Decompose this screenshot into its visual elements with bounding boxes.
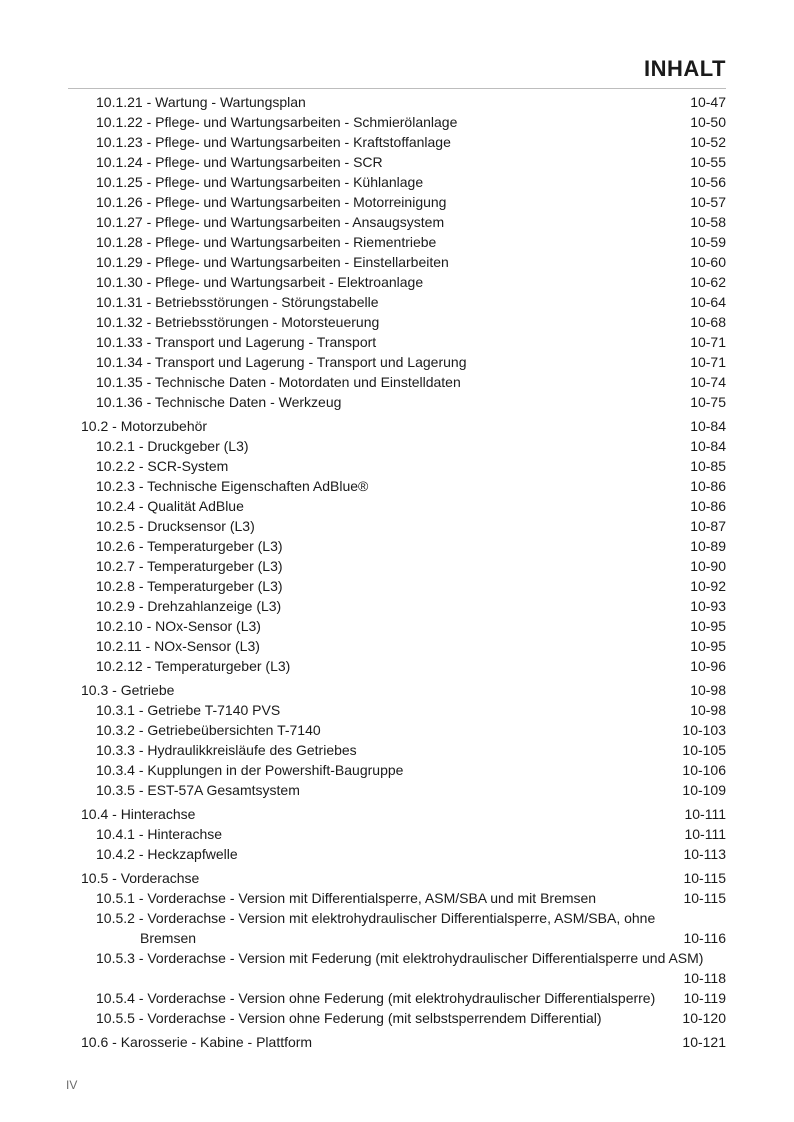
toc-entry-page: 10-98: [690, 682, 726, 698]
toc-entry[interactable]: [0, 948, 794, 988]
toc-entry-title: 10.1.34 - Transport und Lagerung - Transport und Lagerung: [96, 354, 467, 370]
toc-entry-page: 10-115: [683, 890, 726, 906]
toc-entry[interactable]: [0, 556, 794, 576]
toc-entry-page: 10-111: [684, 806, 726, 822]
toc-entry[interactable]: [0, 352, 794, 372]
toc-entry-title: 10.1.32 - Betriebsstörungen - Motorsteuerung: [96, 314, 380, 330]
toc-entry[interactable]: [0, 456, 794, 476]
toc-entry-title-line2: Bremsen: [140, 930, 197, 946]
toc-entry-title: 10.1.30 - Pflege- und Wartungsarbeit - Elektroanlage: [96, 274, 424, 290]
toc-entry[interactable]: [0, 908, 794, 948]
toc-entry-title: 10.2.5 - Drucksensor (L3): [96, 518, 255, 534]
toc-entry[interactable]: [0, 616, 794, 636]
toc-entry[interactable]: [0, 152, 794, 172]
toc-entry-title: 10.3.3 - Hydraulikkreisläufe des Getriebes: [96, 742, 357, 758]
toc-entry-page: 10-103: [682, 722, 726, 738]
toc-entry[interactable]: [0, 596, 794, 616]
toc-entry[interactable]: [0, 252, 794, 272]
toc-entry-title: [96, 908, 656, 948]
page-title: INHALT: [643, 56, 726, 81]
toc-entry-title: 10.1.29 - Pflege- und Wartungsarbeiten - Einstellarbeiten: [96, 254, 449, 270]
toc-entry-page: 10-75: [690, 394, 726, 410]
toc-entry[interactable]: [0, 576, 794, 596]
toc-entry-title: 10.2.10 - NOx-Sensor (L3): [96, 618, 261, 634]
toc-entry[interactable]: [0, 740, 794, 760]
toc-entry-page: 10-120: [682, 1010, 726, 1026]
toc-entry-title: 10.3 - Getriebe: [81, 682, 175, 698]
toc-entry-title: 10.1.24 - Pflege- und Wartungsarbeiten - SCR: [96, 154, 383, 170]
toc-entry-title: 10.1.35 - Technische Daten - Motordaten und Einstelldaten: [96, 374, 461, 390]
toc-entry[interactable]: [0, 700, 794, 720]
toc-entry[interactable]: [0, 192, 794, 212]
toc-entry-page: 10-113: [683, 846, 726, 862]
toc-entry-page: 10-98: [690, 702, 726, 718]
toc-entry-page: 10-106: [682, 762, 726, 778]
toc-entry-page: 10-109: [682, 782, 726, 798]
toc-entry-page: 10-115: [683, 870, 726, 886]
toc-entry[interactable]: [0, 760, 794, 780]
toc-entry-page: 10-85: [690, 458, 726, 474]
toc-entry-title: 10.1.21 - Wartung - Wartungsplan: [96, 94, 306, 110]
toc-entry[interactable]: [0, 636, 794, 656]
toc-entry[interactable]: [0, 392, 794, 412]
page-number: IV: [66, 1078, 78, 1092]
toc-entry[interactable]: [0, 720, 794, 740]
toc-entry-title: 10.3.5 - EST-57A Gesamtsystem: [96, 782, 300, 798]
toc-entry[interactable]: [0, 272, 794, 292]
toc-entry-title: 10.3.2 - Getriebeübersichten T-7140: [96, 722, 321, 738]
toc-entry[interactable]: [0, 172, 794, 192]
toc-entry-title: 10.2.11 - NOx-Sensor (L3): [96, 638, 260, 654]
toc-entry-page: 10-74: [690, 374, 726, 390]
toc-entry-page: 10-96: [690, 658, 726, 674]
toc-entry-title: 10.1.23 - Pflege- und Wartungsarbeiten - Kraftstoffanlage: [96, 134, 451, 150]
toc-entry[interactable]: [0, 496, 794, 516]
toc-entry-page: 10-93: [690, 598, 726, 614]
toc-entry[interactable]: [0, 656, 794, 676]
toc-entry-title: 10.3.4 - Kupplungen in der Powershift-Baugruppe: [96, 762, 404, 778]
toc-section[interactable]: [0, 416, 794, 436]
toc-entry-page: 10-84: [690, 418, 726, 434]
toc-entry[interactable]: [0, 888, 794, 908]
toc-entry-title: 10.2.8 - Temperaturgeber (L3): [96, 578, 283, 594]
toc-entry-title: 10.2.12 - Temperaturgeber (L3): [96, 658, 291, 674]
toc-entry-page: 10-118: [683, 970, 726, 986]
toc-entry[interactable]: [0, 476, 794, 496]
toc-entry-page: 10-119: [683, 990, 726, 1006]
toc-entry-title: 10.4.2 - Heckzapfwelle: [96, 846, 238, 862]
toc-entry-page: 10-58: [690, 214, 726, 230]
toc-entry-title: 10.4 - Hinterachse: [81, 806, 196, 822]
toc-entry-title: 10.6 - Karosserie - Kabine - Plattform: [81, 1034, 313, 1050]
toc-entry-page: 10-57: [690, 194, 726, 210]
toc-entry-title: 10.1.25 - Pflege- und Wartungsarbeiten - Kühlanlage: [96, 174, 424, 190]
toc-entry-title: 10.2.4 - Qualität AdBlue: [96, 498, 244, 514]
toc-entry[interactable]: [0, 212, 794, 232]
toc-entry-title: 10.2 - Motorzubehör: [81, 418, 208, 434]
toc-entry[interactable]: [0, 844, 794, 864]
toc-section[interactable]: [0, 1032, 794, 1052]
toc-entry-page: 10-60: [690, 254, 726, 270]
toc-entry-title: 10.2.2 - SCR-System: [96, 458, 229, 474]
toc-entry-page: 10-89: [690, 538, 726, 554]
toc-entry-title: 10.4.1 - Hinterachse: [96, 826, 223, 842]
toc-entry[interactable]: [0, 92, 794, 112]
toc-entry[interactable]: [0, 112, 794, 132]
toc-entry-title: 10.2.7 - Temperaturgeber (L3): [96, 558, 283, 574]
toc-entry-page: 10-111: [684, 826, 726, 842]
toc-entry-page: 10-64: [690, 294, 726, 310]
toc-entry-title: 10.5 - Vorderachse: [81, 870, 200, 886]
toc-section[interactable]: [0, 680, 794, 700]
toc-entry-page: 10-121: [682, 1034, 726, 1050]
toc-entry-page: 10-87: [690, 518, 726, 534]
toc-entry-page: 10-95: [690, 638, 726, 654]
toc-entry-title: 10.1.31 - Betriebsstörungen - Störungstabelle: [96, 294, 379, 310]
toc-entry-title: 10.5.3 - Vorderachse - Version mit Federung (mit elektrohydraulischer Differentialsperre und ASM): [96, 950, 704, 966]
toc-entry-title: 10.5.4 - Vorderachse - Version ohne Federung (mit elektrohydraulischer Differentialsperre): [96, 990, 656, 1006]
toc-entry-title: 10.5.5 - Vorderachse - Version ohne Federung (mit selbstsperrendem Differential): [96, 1010, 602, 1026]
toc-entry[interactable]: [0, 536, 794, 556]
toc-entry-page: 10-86: [690, 478, 726, 494]
toc-entry-page: 10-47: [690, 94, 726, 110]
toc-entry-page: 10-92: [690, 578, 726, 594]
toc-entry[interactable]: [0, 232, 794, 252]
toc-entry-title: 10.1.27 - Pflege- und Wartungsarbeiten - Ansaugsystem: [96, 214, 445, 230]
toc-entry[interactable]: [0, 988, 794, 1008]
toc-section[interactable]: [0, 868, 794, 888]
toc-entry-title: 10.1.26 - Pflege- und Wartungsarbeiten - Motorreinigung: [96, 194, 447, 210]
toc-entry-title: 10.1.36 - Technische Daten - Werkzeug: [96, 394, 342, 410]
toc-entry-title: 10.2.1 - Druckgeber (L3): [96, 438, 249, 454]
toc-entry[interactable]: [0, 516, 794, 536]
toc-entry-page: 10-90: [690, 558, 726, 574]
toc-entry-page: 10-56: [690, 174, 726, 190]
toc-entry-page: 10-71: [690, 334, 726, 350]
toc-entry-page: 10-116: [683, 930, 726, 946]
toc-entry-title-line1: 10.5.2 - Vorderachse - Version mit elektrohydraulischer Differentialsperre, ASM/SBA, ohne: [96, 910, 656, 926]
toc-entry-page: 10-71: [690, 354, 726, 370]
toc-entry-page: 10-86: [690, 498, 726, 514]
toc-entry-title: 10.1.28 - Pflege- und Wartungsarbeiten - Riementriebe: [96, 234, 437, 250]
toc-entry-page: 10-55: [690, 154, 726, 170]
toc-entry-page: 10-62: [690, 274, 726, 290]
toc-entry[interactable]: [0, 1008, 794, 1028]
toc-entry-page: 10-50: [690, 114, 726, 130]
toc-entry[interactable]: [0, 312, 794, 332]
toc-section[interactable]: [0, 804, 794, 824]
toc-entry[interactable]: [0, 372, 794, 392]
toc-entry-page: 10-59: [690, 234, 726, 250]
toc-entry-page: 10-95: [690, 618, 726, 634]
toc-entry-title: 10.1.33 - Transport und Lagerung - Transport: [96, 334, 377, 350]
toc-entry-title: 10.1.22 - Pflege- und Wartungsarbeiten - Schmierölanlage: [96, 114, 458, 130]
toc-entry[interactable]: [0, 332, 794, 352]
toc-entry[interactable]: [0, 780, 794, 800]
toc-entry-page: 10-68: [690, 314, 726, 330]
toc-entry-title: 10.3.1 - Getriebe T-7140 PVS: [96, 702, 281, 718]
toc-entry[interactable]: [0, 436, 794, 456]
toc-entry-title: 10.2.3 - Technische Eigenschaften AdBlue®: [96, 478, 369, 494]
toc-entry[interactable]: [0, 132, 794, 152]
toc-entry-title: 10.5.1 - Vorderachse - Version mit Differentialsperre, ASM/SBA und mit Bremsen: [96, 890, 597, 906]
toc-entry[interactable]: [0, 824, 794, 844]
toc-entry-page: 10-84: [690, 438, 726, 454]
toc-entry-page: 10-52: [690, 134, 726, 150]
toc-entry-title: 10.2.6 - Temperaturgeber (L3): [96, 538, 283, 554]
toc-entry-page: 10-105: [682, 742, 726, 758]
toc-entry[interactable]: [0, 292, 794, 312]
header-divider: [68, 88, 726, 89]
table-of-contents: [0, 92, 794, 1052]
toc-entry-title: 10.2.9 - Drehzahlanzeige (L3): [96, 598, 282, 614]
